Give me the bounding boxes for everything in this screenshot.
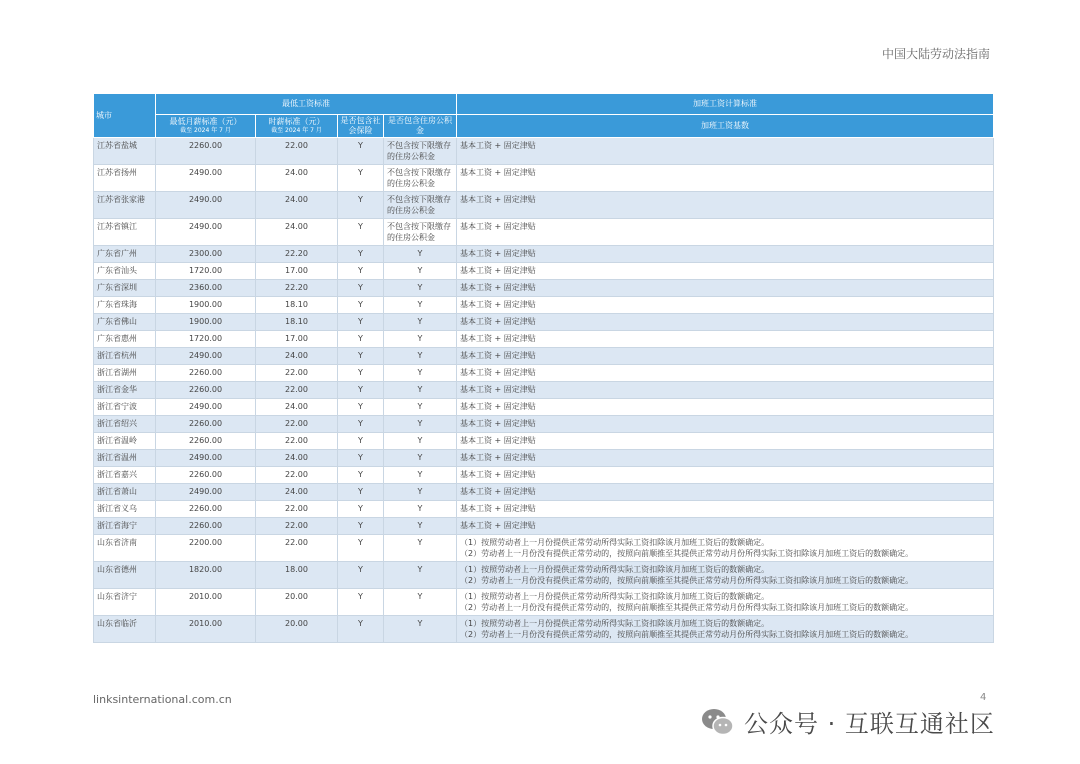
cell-overtime-base xyxy=(457,165,994,192)
table-row xyxy=(94,314,994,331)
cell-hourly-wage: 24.00 xyxy=(256,192,338,219)
overtime-base-line: 基本工资 + 固定津贴 xyxy=(460,266,536,275)
cell-social-insurance: Y xyxy=(338,165,384,192)
cell-social-insurance: Y xyxy=(338,192,384,219)
cell-city: 浙江省宁波 xyxy=(94,399,156,416)
table-row xyxy=(94,467,994,484)
table-row xyxy=(94,365,994,382)
cell-hourly-wage: 18.10 xyxy=(256,297,338,314)
overtime-base-line: 基本工资 + 固定津贴 xyxy=(460,334,536,343)
cell-overtime-base xyxy=(457,433,994,450)
table-row xyxy=(94,138,994,165)
cell-housing-fund: 不包含按下限缴存的住房公积金 xyxy=(384,138,457,165)
cell-hourly-wage: 22.00 xyxy=(256,416,338,433)
cell-housing-fund: 不包含按下限缴存的住房公积金 xyxy=(384,192,457,219)
cell-hourly-wage: 22.00 xyxy=(256,535,338,562)
overtime-base-line: 基本工资 + 固定津贴 xyxy=(460,453,536,462)
cell-social-insurance: Y xyxy=(338,562,384,589)
cell-overtime-base xyxy=(457,219,994,246)
cell-city: 广东省汕头 xyxy=(94,263,156,280)
cell-overtime-base xyxy=(457,263,994,280)
cell-housing-fund: Y xyxy=(384,501,457,518)
cell-hourly-wage: 22.00 xyxy=(256,501,338,518)
cell-monthly-wage: 2010.00 xyxy=(156,589,256,616)
table-row xyxy=(94,616,994,643)
cell-city: 山东省济宁 xyxy=(94,589,156,616)
overtime-base-line: 基本工资 + 固定津贴 xyxy=(460,521,536,530)
cell-city: 江苏省盐城 xyxy=(94,138,156,165)
cell-social-insurance: Y xyxy=(338,297,384,314)
cell-housing-fund: Y xyxy=(384,467,457,484)
cell-monthly-wage: 2490.00 xyxy=(156,399,256,416)
overtime-base-line: 基本工资 + 固定津贴 xyxy=(460,470,536,479)
cell-city: 江苏省扬州 xyxy=(94,165,156,192)
cell-monthly-wage: 2490.00 xyxy=(156,219,256,246)
table-row xyxy=(94,280,994,297)
cell-overtime-base xyxy=(457,616,994,643)
cell-monthly-wage: 2260.00 xyxy=(156,138,256,165)
cell-monthly-wage: 1900.00 xyxy=(156,297,256,314)
cell-housing-fund: Y xyxy=(384,484,457,501)
table-row xyxy=(94,399,994,416)
cell-housing-fund: Y xyxy=(384,433,457,450)
cell-housing-fund: 不包含按下限缴存的住房公积金 xyxy=(384,165,457,192)
overtime-base-line: 基本工资 + 固定津贴 xyxy=(460,419,536,428)
table-row xyxy=(94,192,994,219)
table-row xyxy=(94,589,994,616)
overtime-base-line: 基本工资 + 固定津贴 xyxy=(460,385,536,394)
cell-city: 浙江省绍兴 xyxy=(94,416,156,433)
overtime-base-line: 基本工资 + 固定津贴 xyxy=(460,368,536,377)
cell-monthly-wage: 2260.00 xyxy=(156,518,256,535)
cell-social-insurance: Y xyxy=(338,518,384,535)
overtime-base-line: 基本工资 + 固定津贴 xyxy=(460,351,536,360)
cell-overtime-base xyxy=(457,450,994,467)
overtime-base-line: 基本工资 + 固定津贴 xyxy=(460,283,536,292)
header-city: 城市 xyxy=(94,94,156,138)
cell-hourly-wage: 24.00 xyxy=(256,450,338,467)
cell-overtime-base xyxy=(457,518,994,535)
overtime-base-line: 基本工资 + 固定津贴 xyxy=(460,222,536,231)
table-row xyxy=(94,246,994,263)
cell-hourly-wage: 24.00 xyxy=(256,399,338,416)
cell-monthly-wage: 1900.00 xyxy=(156,314,256,331)
table-row xyxy=(94,450,994,467)
cell-monthly-wage: 2260.00 xyxy=(156,433,256,450)
cell-hourly-wage: 22.00 xyxy=(256,382,338,399)
overtime-base-line: （1）按照劳动者上一月份提供正常劳动所得实际工资扣除该月加班工资后的数额确定。 xyxy=(460,619,770,628)
cell-city: 山东省济南 xyxy=(94,535,156,562)
overtime-base-line: （2）劳动者上一月份没有提供正常劳动的，按照向前顺推至其提供正常劳动月份所得实际工资扣除该月加班工资后的数额确定。 xyxy=(460,603,914,612)
cell-social-insurance: Y xyxy=(338,467,384,484)
header-overtime-base: 加班工资基数 xyxy=(457,115,994,138)
cell-social-insurance: Y xyxy=(338,246,384,263)
cell-social-insurance: Y xyxy=(338,450,384,467)
cell-housing-fund: Y xyxy=(384,263,457,280)
cell-housing-fund: Y xyxy=(384,399,457,416)
cell-social-insurance: Y xyxy=(338,535,384,562)
cell-monthly-wage: 2300.00 xyxy=(156,246,256,263)
cell-housing-fund: Y xyxy=(384,450,457,467)
cell-social-insurance: Y xyxy=(338,433,384,450)
cell-city: 浙江省温州 xyxy=(94,450,156,467)
cell-hourly-wage: 22.00 xyxy=(256,365,338,382)
cell-hourly-wage: 22.20 xyxy=(256,280,338,297)
minimum-wage-table xyxy=(93,93,994,643)
cell-monthly-wage: 2260.00 xyxy=(156,501,256,518)
cell-monthly-wage: 2260.00 xyxy=(156,365,256,382)
cell-monthly-wage: 2010.00 xyxy=(156,616,256,643)
cell-overtime-base xyxy=(457,138,994,165)
wechat-icon xyxy=(700,707,736,737)
cell-hourly-wage: 22.00 xyxy=(256,433,338,450)
cell-housing-fund: Y xyxy=(384,348,457,365)
header-monthly-sub: 截至 2024 年 7 月 xyxy=(180,127,231,134)
cell-city: 浙江省义乌 xyxy=(94,501,156,518)
table-row xyxy=(94,331,994,348)
cell-monthly-wage: 2360.00 xyxy=(156,280,256,297)
cell-housing-fund: 不包含按下限缴存的住房公积金 xyxy=(384,219,457,246)
table-row xyxy=(94,518,994,535)
cell-social-insurance: Y xyxy=(338,263,384,280)
cell-social-insurance: Y xyxy=(338,416,384,433)
cell-overtime-base xyxy=(457,246,994,263)
overtime-base-line: 基本工资 + 固定津贴 xyxy=(460,504,536,513)
cell-housing-fund: Y xyxy=(384,297,457,314)
cell-monthly-wage: 2490.00 xyxy=(156,165,256,192)
header-group-min-wage: 最低工资标准 xyxy=(156,94,457,115)
overtime-base-line: 基本工资 + 固定津贴 xyxy=(460,300,536,309)
cell-overtime-base xyxy=(457,348,994,365)
cell-social-insurance: Y xyxy=(338,589,384,616)
cell-city: 浙江省杭州 xyxy=(94,348,156,365)
cell-hourly-wage: 24.00 xyxy=(256,484,338,501)
overtime-base-line: 基本工资 + 固定津贴 xyxy=(460,402,536,411)
cell-monthly-wage: 2260.00 xyxy=(156,416,256,433)
footer-url[interactable]: linksinternational.com.cn xyxy=(93,693,232,706)
cell-overtime-base xyxy=(457,331,994,348)
cell-social-insurance: Y xyxy=(338,280,384,297)
cell-hourly-wage: 18.10 xyxy=(256,314,338,331)
overtime-base-line: （2）劳动者上一月份没有提供正常劳动的，按照向前顺推至其提供正常劳动月份所得实际工资扣除该月加班工资后的数额确定。 xyxy=(460,630,914,639)
cell-monthly-wage: 1720.00 xyxy=(156,331,256,348)
header-social-insurance: 是否包含社会保险 xyxy=(338,115,384,138)
cell-overtime-base xyxy=(457,501,994,518)
document-title: 中国大陆劳动法指南 xyxy=(881,47,990,61)
table-row xyxy=(94,416,994,433)
overtime-base-line: （1）按照劳动者上一月份提供正常劳动所得实际工资扣除该月加班工资后的数额确定。 xyxy=(460,565,770,574)
cell-overtime-base xyxy=(457,192,994,219)
header-housing-fund: 是否包含住房公积金 xyxy=(384,115,457,138)
cell-overtime-base xyxy=(457,314,994,331)
cell-housing-fund: Y xyxy=(384,562,457,589)
cell-monthly-wage: 2490.00 xyxy=(156,192,256,219)
cell-monthly-wage: 2260.00 xyxy=(156,467,256,484)
overtime-base-line: 基本工资 + 固定津贴 xyxy=(460,168,536,177)
cell-overtime-base xyxy=(457,280,994,297)
table-row xyxy=(94,297,994,314)
overtime-base-line: （2）劳动者上一月份没有提供正常劳动的，按照向前顺推至其提供正常劳动月份所得实际工资扣除该月加班工资后的数额确定。 xyxy=(460,576,914,585)
cell-city: 浙江省海宁 xyxy=(94,518,156,535)
header-hourly-label: 时薪标准（元） xyxy=(268,117,325,126)
cell-hourly-wage: 17.00 xyxy=(256,263,338,280)
table-row xyxy=(94,501,994,518)
table-body xyxy=(94,138,994,643)
overtime-base-line: 基本工资 + 固定津贴 xyxy=(460,436,536,445)
cell-monthly-wage: 2490.00 xyxy=(156,348,256,365)
cell-monthly-wage: 2260.00 xyxy=(156,382,256,399)
cell-housing-fund: Y xyxy=(384,314,457,331)
cell-hourly-wage: 20.00 xyxy=(256,616,338,643)
table-row xyxy=(94,433,994,450)
cell-social-insurance: Y xyxy=(338,365,384,382)
cell-housing-fund: Y xyxy=(384,365,457,382)
cell-social-insurance: Y xyxy=(338,501,384,518)
cell-hourly-wage: 22.00 xyxy=(256,518,338,535)
cell-city: 广东省广州 xyxy=(94,246,156,263)
cell-overtime-base xyxy=(457,589,994,616)
table-row xyxy=(94,535,994,562)
cell-monthly-wage: 2200.00 xyxy=(156,535,256,562)
overtime-base-line: （2）劳动者上一月份没有提供正常劳动的，按照向前顺推至其提供正常劳动月份所得实际工资扣除该月加班工资后的数额确定。 xyxy=(460,549,914,558)
overtime-base-line: 基本工资 + 固定津贴 xyxy=(460,487,536,496)
cell-city: 广东省深圳 xyxy=(94,280,156,297)
page-number: 4 xyxy=(980,692,987,703)
overtime-base-line: 基本工资 + 固定津贴 xyxy=(460,317,536,326)
watermark xyxy=(700,704,995,739)
cell-overtime-base xyxy=(457,467,994,484)
cell-monthly-wage: 2490.00 xyxy=(156,484,256,501)
overtime-base-line: 基本工资 + 固定津贴 xyxy=(460,195,536,204)
cell-housing-fund: Y xyxy=(384,246,457,263)
cell-overtime-base xyxy=(457,484,994,501)
cell-social-insurance: Y xyxy=(338,219,384,246)
cell-monthly-wage: 1820.00 xyxy=(156,562,256,589)
cell-monthly-wage: 2490.00 xyxy=(156,450,256,467)
cell-housing-fund: Y xyxy=(384,280,457,297)
overtime-base-line: （1）按照劳动者上一月份提供正常劳动所得实际工资扣除该月加班工资后的数额确定。 xyxy=(460,538,770,547)
header-hourly-sub: 截至 2024 年 7 月 xyxy=(271,127,322,134)
cell-hourly-wage: 22.00 xyxy=(256,467,338,484)
cell-housing-fund: Y xyxy=(384,518,457,535)
cell-hourly-wage: 24.00 xyxy=(256,219,338,246)
cell-hourly-wage: 18.00 xyxy=(256,562,338,589)
header-monthly xyxy=(156,115,256,138)
cell-overtime-base xyxy=(457,365,994,382)
header-group-overtime: 加班工资计算标准 xyxy=(457,94,994,115)
cell-social-insurance: Y xyxy=(338,382,384,399)
cell-city: 山东省临沂 xyxy=(94,616,156,643)
cell-hourly-wage: 22.20 xyxy=(256,246,338,263)
cell-housing-fund: Y xyxy=(384,535,457,562)
cell-housing-fund: Y xyxy=(384,589,457,616)
cell-city: 山东省德州 xyxy=(94,562,156,589)
cell-overtime-base xyxy=(457,535,994,562)
table-row xyxy=(94,562,994,589)
table-row xyxy=(94,382,994,399)
cell-overtime-base xyxy=(457,399,994,416)
cell-hourly-wage: 22.00 xyxy=(256,138,338,165)
cell-city: 广东省佛山 xyxy=(94,314,156,331)
overtime-base-line: （1）按照劳动者上一月份提供正常劳动所得实际工资扣除该月加班工资后的数额确定。 xyxy=(460,592,770,601)
cell-social-insurance: Y xyxy=(338,331,384,348)
cell-hourly-wage: 17.00 xyxy=(256,331,338,348)
cell-housing-fund: Y xyxy=(384,331,457,348)
cell-hourly-wage: 24.00 xyxy=(256,165,338,192)
table-row xyxy=(94,484,994,501)
cell-housing-fund: Y xyxy=(384,382,457,399)
header-monthly-label: 最低月薪标准（元） xyxy=(169,117,242,126)
cell-city: 广东省惠州 xyxy=(94,331,156,348)
table-row xyxy=(94,165,994,192)
cell-city: 浙江省湖州 xyxy=(94,365,156,382)
cell-social-insurance: Y xyxy=(338,138,384,165)
cell-overtime-base xyxy=(457,382,994,399)
cell-city: 浙江省金华 xyxy=(94,382,156,399)
cell-hourly-wage: 24.00 xyxy=(256,348,338,365)
cell-social-insurance: Y xyxy=(338,616,384,643)
cell-monthly-wage: 1720.00 xyxy=(156,263,256,280)
overtime-base-line: 基本工资 + 固定津贴 xyxy=(460,249,536,258)
cell-hourly-wage: 20.00 xyxy=(256,589,338,616)
overtime-base-line: 基本工资 + 固定津贴 xyxy=(460,141,536,150)
cell-overtime-base xyxy=(457,297,994,314)
watermark-text: 公众号 · 互联互通社区 xyxy=(744,710,995,738)
cell-city: 江苏省张家港 xyxy=(94,192,156,219)
cell-city: 浙江省萧山 xyxy=(94,484,156,501)
cell-housing-fund: Y xyxy=(384,416,457,433)
cell-social-insurance: Y xyxy=(338,484,384,501)
cell-city: 广东省珠海 xyxy=(94,297,156,314)
cell-overtime-base xyxy=(457,562,994,589)
cell-overtime-base xyxy=(457,416,994,433)
cell-housing-fund: Y xyxy=(384,616,457,643)
header-hourly xyxy=(256,115,338,138)
cell-social-insurance: Y xyxy=(338,314,384,331)
cell-social-insurance: Y xyxy=(338,348,384,365)
cell-city: 江苏省镇江 xyxy=(94,219,156,246)
table-row xyxy=(94,348,994,365)
cell-social-insurance: Y xyxy=(338,399,384,416)
table-row xyxy=(94,263,994,280)
table-row xyxy=(94,219,994,246)
cell-city: 浙江省嘉兴 xyxy=(94,467,156,484)
cell-city: 浙江省温岭 xyxy=(94,433,156,450)
